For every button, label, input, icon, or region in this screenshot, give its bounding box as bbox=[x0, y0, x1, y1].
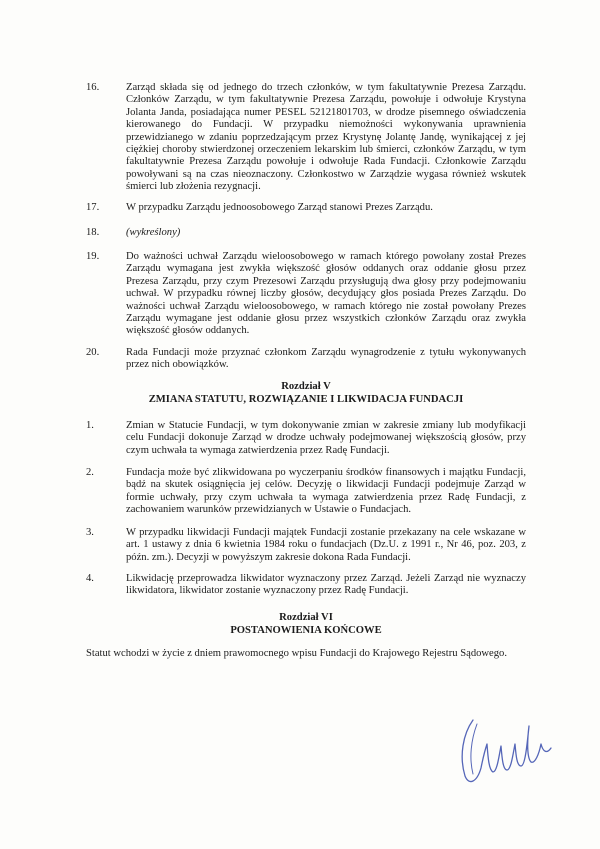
paragraph-text: Likwidację przeprowadza likwidator wyznaczony przez Zarząd. Jeżeli Zarząd nie wyznaczy likwidatora, likwidator zostanie wyznaczony przez Radę Fundacji. bbox=[126, 573, 526, 597]
chapter-6-heading bbox=[86, 612, 526, 637]
paragraph-number: 2. bbox=[86, 467, 94, 478]
paragraph-number: 19. bbox=[86, 251, 100, 262]
paragraph-number: 17. bbox=[86, 202, 100, 213]
final-statement: Statut wchodzi w życie z dniem prawomocnego wpisu Fundacji do Krajowego Rejestru Sądowego. bbox=[86, 648, 508, 659]
paragraph-text: Rada Fundacji może przyznać członkom Zarządu wynagrodzenie z tytułu wykonywanych przez nich obowiązków. bbox=[126, 347, 526, 371]
handwritten-signature-icon bbox=[455, 712, 555, 792]
paragraph-number: 4. bbox=[86, 573, 94, 584]
paragraph-text: W przypadku Zarządu jednoosobowego Zarząd stanowi Prezes Zarządu. bbox=[126, 202, 433, 213]
paragraph-number: 1. bbox=[86, 420, 94, 431]
paragraph-number: 20. bbox=[86, 347, 100, 358]
paragraph-number: 16. bbox=[86, 82, 100, 93]
paragraph-text: Fundacja może być zlikwidowana po wyczerpaniu środków finansowych i majątku Fundacji, bądź na skutek osiągnięcia jej celów. Decyzję o likwidacji Fundacji podejmuje Zarząd w formie uchwały, przy czym uchwała ta wymaga zatwierdzenia przez Radę Fundacji, z zachowaniem warunków przewidzianych w Ustawie o Fundacjach. bbox=[126, 467, 526, 516]
paragraph-number: 18. bbox=[86, 227, 100, 238]
paragraph-text: (wykreślony) bbox=[126, 227, 181, 238]
paragraph-text: Zarząd składa się od jednego do trzech członków, w tym fakultatywnie Prezesa Zarządu. Członków Zarządu, w tym fakultatywnie Prezesa Zarządu, powołuje i odwołuje Krystyna Jolanta Janda, posiadająca numer PESEL 52121801703, w drodze pisemnego oświadczenia kierowanego do Fundacji. W przypadku niemożności wykonywania uprawnienia przewidzianego w zdaniu poprzedzającym przez Krystynę Jolantę Jandę, wynikającej z jej ciężkiej choroby stwierdzonej orzeczeniem lekarskim lub śmierci, członków Zarządu, w tym fakultatywnie Prezesa Zarządu powołuje i odwołuje Rada Fundacji. Członkowie Zarządu powoływani są na czas nieoznaczony. Członkostwo w Zarządzie wygasa również wskutek śmierci lub złożenia rezygnacji. bbox=[126, 82, 526, 193]
paragraph-text: Do ważności uchwał Zarządu wieloosobowego w ramach którego powołany został Prezes Zarządu wymagana jest zwykła większość głosów oddanych oraz oddanie głosu przez Prezesa Zarządu, przy czym Prezesowi Zarządu przysługują dwa głosy przy podejmowaniu uchwał. W przypadku równej liczby głosów, decydujący głos posiada Prezes Zarządu. Do ważności uchwał Zarządu wieloosobowego, w ramach którego nie został powołany Prezes Zarządu wymagane jest oddanie głosu przez wszystkich członków Zarządu oraz zwykła większość głosów oddanych. bbox=[126, 251, 526, 337]
chapter-title: POSTANOWIENIA KOŃCOWE bbox=[230, 624, 382, 636]
paragraph-text: W przypadku likwidacji Fundacji majątek Fundacji zostanie przekazany na cele wskazane w art. 1 ustawy z dnia 6 kwietnia 1984 roku o fundacjach (Dz.U. z 1991 r., Nr 46, poz. 203, z późn. zm.). Decyzji w powyższym zakresie dokona Rada Fundacji. bbox=[126, 527, 526, 563]
paragraph-text: Zmian w Statucie Fundacji, w tym dokonywanie zmian w zakresie zmiany lub modyfikacji celu Fundacji dokonuje Zarząd w drodze uchwały podejmowanej większością głosów, przy czym uchwała ta wymaga zatwierdzenia przez Radę Fundacji. bbox=[126, 420, 526, 456]
chapter-title: ZMIANA STATUTU, ROZWIĄZANIE I LIKWIDACJA FUNDACJI bbox=[148, 393, 464, 405]
chapter-label: Rozdział V bbox=[281, 381, 331, 392]
paragraph-number: 3. bbox=[86, 527, 94, 538]
chapter-5-heading bbox=[86, 381, 526, 406]
chapter-label: Rozdział VI bbox=[279, 612, 333, 623]
